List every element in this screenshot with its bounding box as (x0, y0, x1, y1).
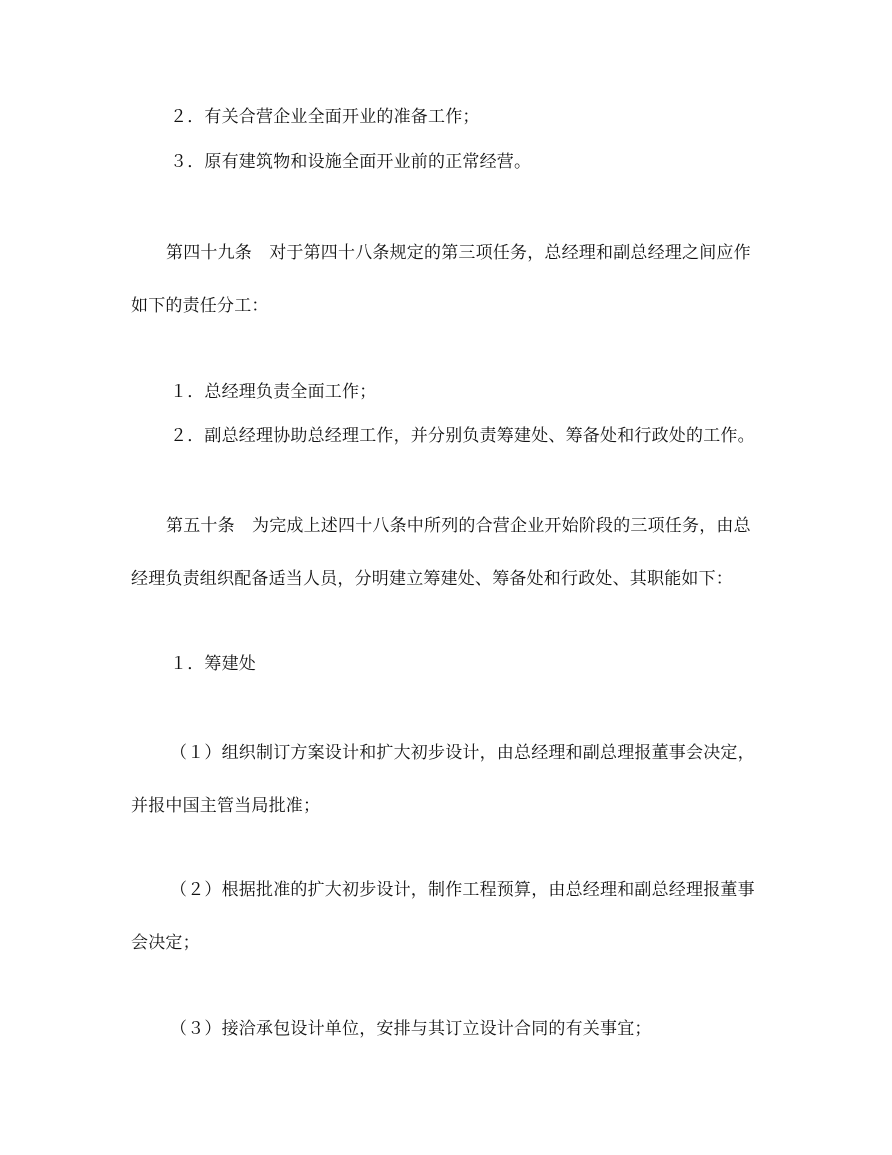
subitem-1-line-1: （１）组织制订方案设计和扩大初步设计，由总经理和副总理报董事会决定， (170, 743, 755, 763)
subitem-1-line-2: 并报中国主管当局批准； (131, 796, 321, 816)
subitem-3-line-1: （３）接洽承包设计单位，安排与其订立设计合同的有关事宜； (170, 1019, 652, 1039)
subitem-2-line-1: （２）根据批准的扩大初步设计，制作工程预算，由总经理和副总经理报董事 (170, 880, 755, 900)
article-49-line-2: 如下的责任分工： (131, 296, 269, 316)
subitem-2-line-2: 会决定； (131, 933, 200, 953)
item-line: ２．副总经理协助总经理工作，并分别负责筹建处、筹备处和行政处的工作。 (170, 426, 755, 446)
article-50-line-2: 经理负责组织配备适当人员，分明建立筹建处、筹备处和行政处、其职能如下： (131, 569, 733, 589)
section-heading: １．筹建处 (170, 654, 256, 674)
article-49-line-1: 第四十九条 对于第四十八条规定的第三项任务，总经理和副总经理之间应作 (166, 243, 751, 263)
item-line: ２．有关合营企业全面开业的准备工作； (170, 107, 480, 127)
item-line: １．总经理负责全面工作； (170, 382, 377, 402)
article-50-line-1: 第五十条 为完成上述四十八条中所列的合营企业开始阶段的三项任务，由总 (166, 516, 751, 536)
item-line: ３．原有建筑物和设施全面开业前的正常经营。 (170, 152, 532, 172)
